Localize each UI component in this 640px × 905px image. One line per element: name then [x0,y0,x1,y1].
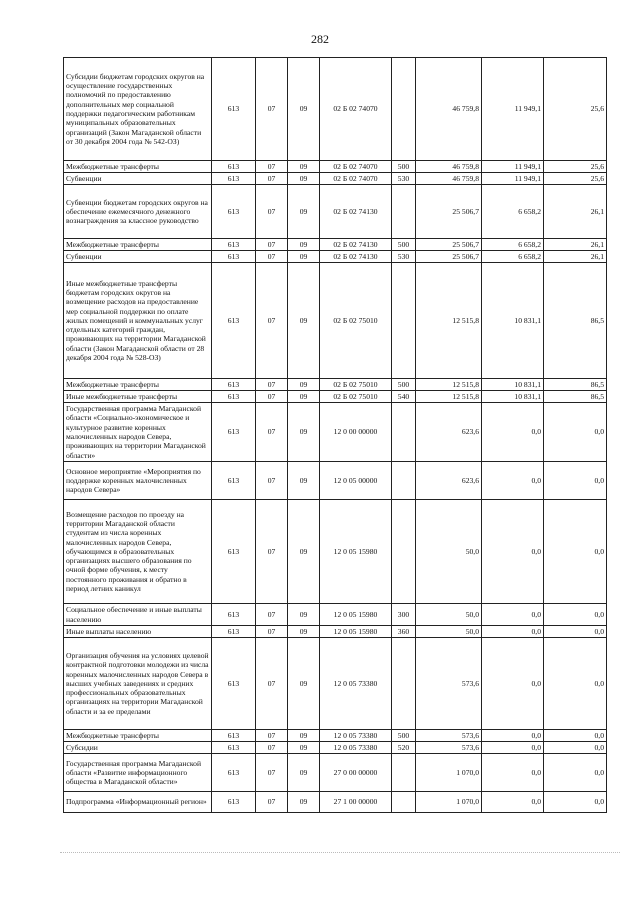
cell-pct: 0,0 [544,754,607,792]
cell-rz: 07 [256,161,288,173]
cell-pr: 09 [288,263,320,379]
cell-fact: 10 831,1 [482,391,544,403]
cell-rz: 07 [256,403,288,462]
cell-fact: 0,0 [482,754,544,792]
cell-pct: 0,0 [544,462,607,500]
cell-pr: 09 [288,379,320,391]
cell-ved: 613 [212,638,256,730]
cell-pr: 09 [288,239,320,251]
cell-fact: 0,0 [482,604,544,626]
cell-plan: 12 515,8 [416,379,482,391]
cell-plan: 46 759,8 [416,58,482,161]
cell-vr [392,754,416,792]
cell-name: Межбюджетные трансферты [64,161,212,173]
table-row [64,391,607,403]
cell-fact: 10 831,1 [482,379,544,391]
cell-csr: 02 Б 02 74130 [320,185,392,239]
cell-rz: 07 [256,379,288,391]
cell-pr: 09 [288,604,320,626]
cell-pct: 0,0 [544,742,607,754]
cell-fact: 11 949,1 [482,161,544,173]
cell-fact: 0,0 [482,500,544,604]
cell-plan: 573,6 [416,638,482,730]
cell-pct: 86,5 [544,391,607,403]
cell-ved: 613 [212,742,256,754]
cell-plan: 25 506,7 [416,251,482,263]
cell-name: Возмещение расходов по проезду на территории Магаданской области студентам из числа коренных малочисленных народов Севера, обучающимся в образовательных организациях высшего образования по очной форме обучения, к месту постоянного проживания и обратно в период летних каникул [64,500,212,604]
table-row [64,403,607,462]
table-row [64,500,607,604]
cell-pct: 0,0 [544,403,607,462]
table-row [64,185,607,239]
cell-plan: 50,0 [416,604,482,626]
cell-vr [392,185,416,239]
cell-plan: 12 515,8 [416,391,482,403]
cell-rz: 07 [256,626,288,638]
cell-vr: 360 [392,626,416,638]
table-row [64,462,607,500]
cell-pr: 09 [288,391,320,403]
cell-vr: 500 [392,730,416,742]
cell-pct: 0,0 [544,730,607,742]
cell-ved: 613 [212,500,256,604]
cell-fact: 10 831,1 [482,263,544,379]
table-row [64,379,607,391]
cell-pct: 0,0 [544,500,607,604]
cell-rz: 07 [256,185,288,239]
cell-fact: 0,0 [482,403,544,462]
cell-vr: 500 [392,161,416,173]
cell-pr: 09 [288,500,320,604]
table-row [64,161,607,173]
table-row [64,754,607,792]
cell-pct: 0,0 [544,604,607,626]
cell-plan: 1 070,0 [416,754,482,792]
cell-name: Субсидии [64,742,212,754]
table-row [64,730,607,742]
cell-vr [392,462,416,500]
cell-pr: 09 [288,792,320,813]
cell-plan: 12 515,8 [416,263,482,379]
table-row [64,742,607,754]
cell-pct: 26,1 [544,185,607,239]
cell-fact: 11 949,1 [482,58,544,161]
cell-ved: 613 [212,58,256,161]
cell-vr [392,500,416,604]
cell-pr: 09 [288,626,320,638]
cell-pr: 09 [288,754,320,792]
cell-csr: 12 0 05 15980 [320,500,392,604]
cell-pct: 25,6 [544,58,607,161]
cell-rz: 07 [256,462,288,500]
cell-ved: 613 [212,626,256,638]
cell-csr: 12 0 05 15980 [320,626,392,638]
cell-ved: 613 [212,391,256,403]
table-row [64,604,607,626]
cell-vr [392,263,416,379]
cell-pr: 09 [288,462,320,500]
cell-ved: 613 [212,604,256,626]
cell-name: Межбюджетные трансферты [64,379,212,391]
cell-name: Подпрограмма «Информационный регион» [64,792,212,813]
cell-csr: 02 Б 02 75010 [320,263,392,379]
cell-plan: 50,0 [416,500,482,604]
cell-pct: 0,0 [544,792,607,813]
cell-pct: 26,1 [544,251,607,263]
cell-vr [392,403,416,462]
cell-csr: 27 1 00 00000 [320,792,392,813]
cell-plan: 25 506,7 [416,185,482,239]
cell-fact: 6 658,2 [482,251,544,263]
cell-pct: 86,5 [544,263,607,379]
cell-pr: 09 [288,730,320,742]
cell-fact: 6 658,2 [482,239,544,251]
cell-vr [392,792,416,813]
cell-pr: 09 [288,403,320,462]
table-row [64,251,607,263]
cell-ved: 613 [212,379,256,391]
cell-fact: 6 658,2 [482,185,544,239]
cell-csr: 12 0 05 73380 [320,742,392,754]
cell-name: Государственная программа Магаданской области «Развитие информационного общества в Магаданской области» [64,754,212,792]
cell-name: Субвенции [64,173,212,185]
cell-name: Субвенции бюджетам городских округов на обеспечение ежемесячного денежного вознаграждения за классное руководство [64,185,212,239]
cell-ved: 613 [212,239,256,251]
cell-name: Организация обучения на условиях целевой контрактной подготовки молодежи из числа коренных малочисленных народов Севера в высших учебных заведениях и средних профессиональных образовательных организациях на территории Магаданской области и за ее пределами [64,638,212,730]
cell-plan: 46 759,8 [416,161,482,173]
cell-ved: 613 [212,792,256,813]
cell-pr: 09 [288,173,320,185]
cell-ved: 613 [212,754,256,792]
cell-name: Иные межбюджетные трансферты [64,391,212,403]
cell-name: Социальное обеспечение и иные выплаты населению [64,604,212,626]
cell-vr: 530 [392,173,416,185]
cell-plan: 623,6 [416,403,482,462]
cell-vr: 500 [392,239,416,251]
page-number: 282 [311,32,329,46]
cell-ved: 613 [212,403,256,462]
budget-table [63,57,607,813]
cell-fact: 0,0 [482,462,544,500]
cell-vr: 540 [392,391,416,403]
cell-rz: 07 [256,173,288,185]
cell-vr [392,638,416,730]
cell-fact: 0,0 [482,730,544,742]
cell-rz: 07 [256,263,288,379]
cell-plan: 623,6 [416,462,482,500]
cell-fact: 0,0 [482,626,544,638]
table-row [64,792,607,813]
cell-ved: 613 [212,730,256,742]
cell-name: Иные выплаты населению [64,626,212,638]
cell-rz: 07 [256,58,288,161]
cell-rz: 07 [256,500,288,604]
cell-csr: 02 Б 02 75010 [320,379,392,391]
cell-vr: 300 [392,604,416,626]
cell-pct: 25,6 [544,161,607,173]
cell-ved: 613 [212,161,256,173]
cell-name: Субвенции [64,251,212,263]
cell-pr: 09 [288,251,320,263]
cell-rz: 07 [256,742,288,754]
cell-rz: 07 [256,604,288,626]
cell-plan: 50,0 [416,626,482,638]
cell-pr: 09 [288,58,320,161]
cell-name: Иные межбюджетные трансферты бюджетам городских округов на возмещение расходов на предоставление мер социальной поддержки по оплате жилых помещений и коммунальных услуг отдельных категорий граждан, проживающих на территории Магаданской области (Закон Магаданской области от 28 декабря 2004 года № 528-ОЗ) [64,263,212,379]
cell-csr: 12 0 05 15980 [320,604,392,626]
cell-ved: 613 [212,173,256,185]
cell-ved: 613 [212,462,256,500]
cell-pct: 0,0 [544,626,607,638]
cell-plan: 573,6 [416,730,482,742]
table-row [64,173,607,185]
cell-fact: 0,0 [482,792,544,813]
cell-pct: 0,0 [544,638,607,730]
cell-fact: 11 949,1 [482,173,544,185]
cell-plan: 1 070,0 [416,792,482,813]
cell-fact: 0,0 [482,742,544,754]
cell-vr [392,58,416,161]
cell-ved: 613 [212,251,256,263]
cell-pct: 86,5 [544,379,607,391]
cell-plan: 25 506,7 [416,239,482,251]
cell-rz: 07 [256,251,288,263]
scan-artifact-line [60,852,620,854]
cell-pr: 09 [288,185,320,239]
cell-vr: 520 [392,742,416,754]
cell-rz: 07 [256,239,288,251]
cell-rz: 07 [256,754,288,792]
cell-csr: 02 Б 02 74070 [320,58,392,161]
cell-csr: 12 0 05 73380 [320,730,392,742]
cell-rz: 07 [256,730,288,742]
cell-vr: 500 [392,379,416,391]
cell-csr: 02 Б 02 74130 [320,239,392,251]
cell-csr: 02 Б 02 74130 [320,251,392,263]
cell-csr: 12 0 00 00000 [320,403,392,462]
cell-name: Межбюджетные трансферты [64,730,212,742]
cell-pr: 09 [288,742,320,754]
cell-rz: 07 [256,638,288,730]
table-row [64,626,607,638]
cell-name: Государственная программа Магаданской области «Социально-экономическое и культурное развитие коренных малочисленных народов Севера, проживающих на территории Магаданской области» [64,403,212,462]
cell-name: Межбюджетные трансферты [64,239,212,251]
cell-ved: 613 [212,263,256,379]
cell-ved: 613 [212,185,256,239]
cell-rz: 07 [256,391,288,403]
cell-pr: 09 [288,638,320,730]
cell-csr: 02 Б 02 74070 [320,161,392,173]
cell-name: Основное мероприятие «Мероприятия по поддержке коренных малочисленных народов Севера» [64,462,212,500]
cell-csr: 02 Б 02 75010 [320,391,392,403]
cell-csr: 02 Б 02 74070 [320,173,392,185]
cell-csr: 27 0 00 00000 [320,754,392,792]
table-row [64,638,607,730]
cell-pct: 25,6 [544,173,607,185]
cell-pct: 26,1 [544,239,607,251]
table-row [64,263,607,379]
cell-vr: 530 [392,251,416,263]
cell-csr: 12 0 05 00000 [320,462,392,500]
table-row [64,58,607,161]
cell-csr: 12 0 05 73380 [320,638,392,730]
cell-name: Субсидии бюджетам городских округов на осуществление государственных полномочий по предоставлению дополнительных мер социальной поддержки педагогическим работникам муниципальных образовательных организаций (Закон Магаданской области от 30 декабря 2004 года № 542-ОЗ) [64,58,212,161]
cell-rz: 07 [256,792,288,813]
table-row [64,239,607,251]
cell-plan: 46 759,8 [416,173,482,185]
cell-fact: 0,0 [482,638,544,730]
cell-pr: 09 [288,161,320,173]
cell-plan: 573,6 [416,742,482,754]
